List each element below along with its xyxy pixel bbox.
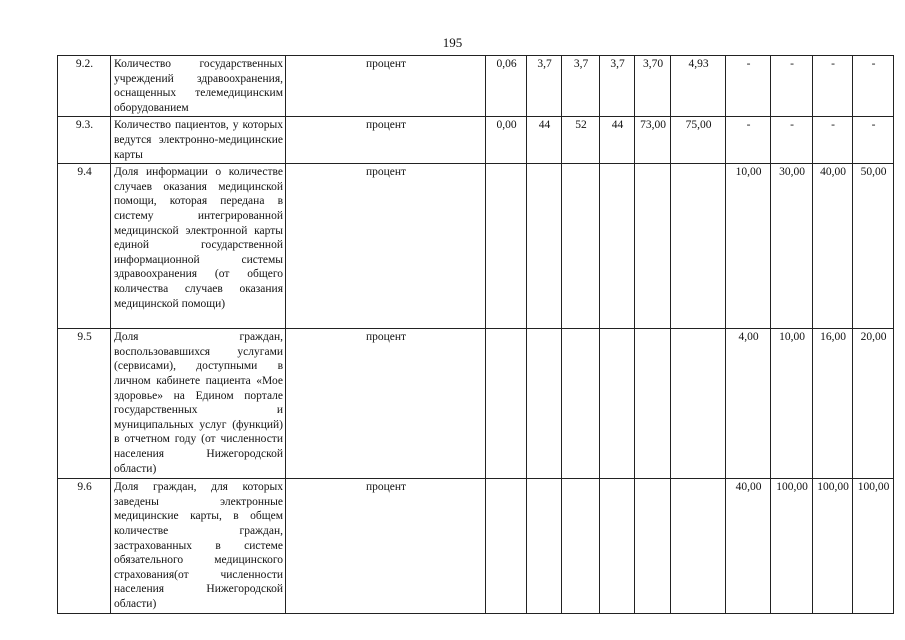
value-cell: 100,00 [853,479,894,613]
row-number-cell: 9.6 [58,479,111,613]
value-cell: 4,93 [671,56,726,117]
value-cell: 3,7 [527,56,562,117]
value-cell: - [771,56,813,117]
value-cell: - [726,117,771,164]
value-cell [562,479,600,613]
value-cell [486,479,527,613]
value-cell: 4,00 [726,329,771,479]
value-cell [635,329,671,479]
indicator-name-cell: Доля граждан, для которых заведены электронные медицинские карты, в общем количестве граждан, застрахованных в системе обязательного медицинского страхования(от численности населения Нижегородской области) [111,479,286,613]
value-cell: 3,7 [600,56,635,117]
value-cell [600,329,635,479]
value-cell [527,164,562,329]
value-cell: - [813,117,853,164]
value-cell: 44 [600,117,635,164]
value-cell [600,479,635,613]
value-cell: 3,70 [635,56,671,117]
value-cell: 10,00 [726,164,771,329]
value-cell [486,329,527,479]
table-row [58,164,894,329]
value-cell [486,164,527,329]
value-cell: - [726,56,771,117]
value-cell [635,164,671,329]
unit-cell: процент [286,117,486,164]
value-cell [635,479,671,613]
value-cell: 100,00 [771,479,813,613]
row-number-cell: 9.5 [58,329,111,479]
value-cell: 44 [527,117,562,164]
value-cell: 52 [562,117,600,164]
value-cell [527,479,562,613]
indicator-name-cell: Количество государственных учреждений здравоохранения, оснащенных телемедицинским оборудованием [111,56,286,117]
unit-cell: процент [286,56,486,117]
value-cell: - [771,117,813,164]
value-cell: 16,00 [813,329,853,479]
table-row [58,479,894,613]
unit-cell: процент [286,164,486,329]
value-cell: 0,00 [486,117,527,164]
indicator-name-cell: Доля граждан, воспользовавшихся услугами (сервисами), доступными в личном кабинете пациента «Мое здоровье» на Едином портале государственных и муниципальных услуг (функций) в отчетном году (от численности населения Нижегородской области) [111,329,286,479]
indicator-name-cell: Доля информации о количестве случаев оказания медицинской помощи, которая передана в систему интегрированной медицинской электронной карты единой государственной информационной системы здравоохранения (от общего количества случаев оказания медицинской помощи) [111,164,286,329]
value-cell [671,164,726,329]
value-cell [600,164,635,329]
value-cell: 75,00 [671,117,726,164]
value-cell: - [853,56,894,117]
row-number-cell: 9.2. [58,56,111,117]
value-cell: 30,00 [771,164,813,329]
value-cell: 40,00 [726,479,771,613]
value-cell [527,329,562,479]
unit-cell: процент [286,329,486,479]
value-cell [562,164,600,329]
value-cell: - [813,56,853,117]
value-cell [671,329,726,479]
value-cell: 73,00 [635,117,671,164]
value-cell: 0,06 [486,56,527,117]
table-row [58,117,894,164]
value-cell: 100,00 [813,479,853,613]
value-cell: 3,7 [562,56,600,117]
table-body [58,56,894,614]
page-number: 195 [442,35,463,50]
row-number-cell: 9.4 [58,164,111,329]
value-cell: 40,00 [813,164,853,329]
indicators-table [57,55,894,614]
value-cell: 50,00 [853,164,894,329]
value-cell [671,479,726,613]
value-cell: 10,00 [771,329,813,479]
value-cell: - [853,117,894,164]
value-cell [562,329,600,479]
table-row [58,56,894,117]
unit-cell: процент [286,479,486,613]
row-number-cell: 9.3. [58,117,111,164]
table-row [58,329,894,479]
value-cell: 20,00 [853,329,894,479]
indicator-name-cell: Количество пациентов, у которых ведутся электронно-медицинские карты [111,117,286,164]
